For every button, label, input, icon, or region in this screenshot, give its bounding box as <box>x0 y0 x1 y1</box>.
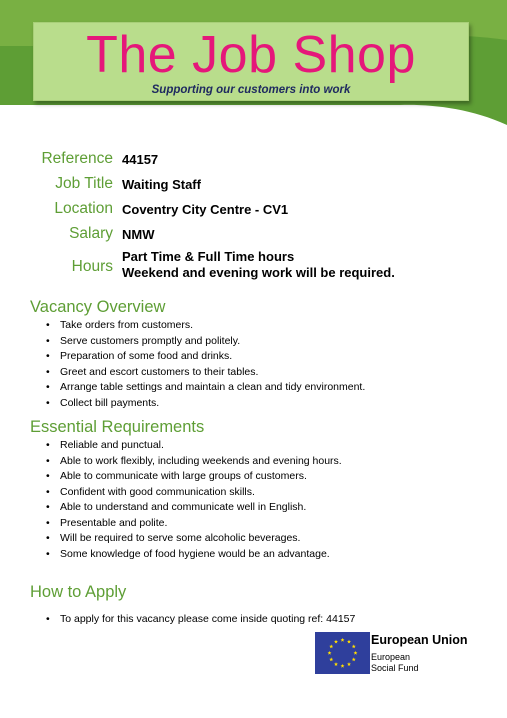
bullet-icon: • <box>46 381 50 393</box>
salary-value: NMW <box>122 227 155 242</box>
list-item: • Will be required to serve some alcoholic beverages. <box>30 531 490 547</box>
bullet-icon: • <box>46 532 50 544</box>
list-item: • Arrange table settings and maintain a clean and tidy environment. <box>30 380 490 396</box>
list-item: • Able to work flexibly, including weekends and evening hours. <box>30 454 490 470</box>
hours-line-2: Weekend and evening work will be required. <box>122 265 395 280</box>
essential-requirements-section <box>30 417 490 562</box>
job-title-row <box>30 174 480 194</box>
vacancy-overview-list <box>30 318 490 411</box>
hours-value <box>122 249 395 281</box>
hours-row <box>30 249 480 281</box>
bullet-icon: • <box>46 396 50 409</box>
job-title-label: Job Title <box>55 175 113 192</box>
vacancy-overview-section <box>30 297 490 411</box>
bullet-icon: • <box>46 334 50 347</box>
bullet-icon: • <box>46 613 50 625</box>
essential-requirements-heading: Essential Requirements <box>30 418 205 436</box>
eu-sub-line-2: Social Fund <box>371 663 419 673</box>
eu-logo <box>315 632 485 678</box>
page-title: The Job Shop <box>86 26 416 84</box>
how-to-apply-section <box>30 582 490 628</box>
hours-line-1: Part Time & Full Time hours <box>122 249 295 264</box>
list-item: • Preparation of some food and drinks. <box>30 349 490 365</box>
list-item: • Take orders from customers. <box>30 318 490 334</box>
eu-flag-icon <box>315 632 370 674</box>
how-to-apply-list <box>30 612 490 628</box>
how-to-apply-heading: How to Apply <box>30 583 127 601</box>
title-banner <box>33 22 469 101</box>
bullet-icon: • <box>46 516 50 529</box>
location-row <box>30 199 480 219</box>
vacancy-overview-heading: Vacancy Overview <box>30 298 166 316</box>
location-value: Coventry City Centre - CV1 <box>122 202 289 217</box>
bullet-icon: • <box>46 470 50 482</box>
salary-row <box>30 224 480 244</box>
reference-label: Reference <box>41 150 113 167</box>
bullet-icon: • <box>46 365 50 378</box>
list-item: • Confident with good communication skills. <box>30 485 490 501</box>
reference-value: 44157 <box>122 152 159 167</box>
list-item: • Reliable and punctual. <box>30 438 490 454</box>
bullet-icon: • <box>46 485 50 498</box>
list-item: • Able to understand and communicate well in English. <box>30 500 490 516</box>
list-item: • Collect bill payments. <box>30 396 490 412</box>
essential-requirements-list <box>30 438 490 562</box>
bullet-icon: • <box>46 547 50 560</box>
reference-row <box>30 149 480 169</box>
list-item: • Presentable and polite. <box>30 516 490 532</box>
job-title-value: Waiting Staff <box>122 177 201 192</box>
eu-name: European Union <box>371 633 468 647</box>
bullet-icon: • <box>46 350 50 362</box>
list-item: • Some knowledge of food hygiene would be an advantage. <box>30 547 490 563</box>
job-details <box>30 149 480 286</box>
bullet-icon: • <box>46 319 50 331</box>
list-item: • Serve customers promptly and politely. <box>30 334 490 350</box>
salary-label: Salary <box>69 225 113 242</box>
list-item: • Greet and escort customers to their tables. <box>30 365 490 381</box>
hours-label: Hours <box>71 258 113 275</box>
list-item: • Able to communicate with large groups of customers. <box>30 469 490 485</box>
bullet-icon: • <box>46 439 50 451</box>
bullet-icon: • <box>46 501 50 513</box>
tagline: Supporting our customers into work <box>151 84 351 96</box>
bullet-icon: • <box>46 454 50 467</box>
list-item: • To apply for this vacancy please come inside quoting ref: 44157 <box>30 612 490 628</box>
location-label: Location <box>54 200 113 217</box>
eu-sub-line-1: European <box>371 652 411 662</box>
